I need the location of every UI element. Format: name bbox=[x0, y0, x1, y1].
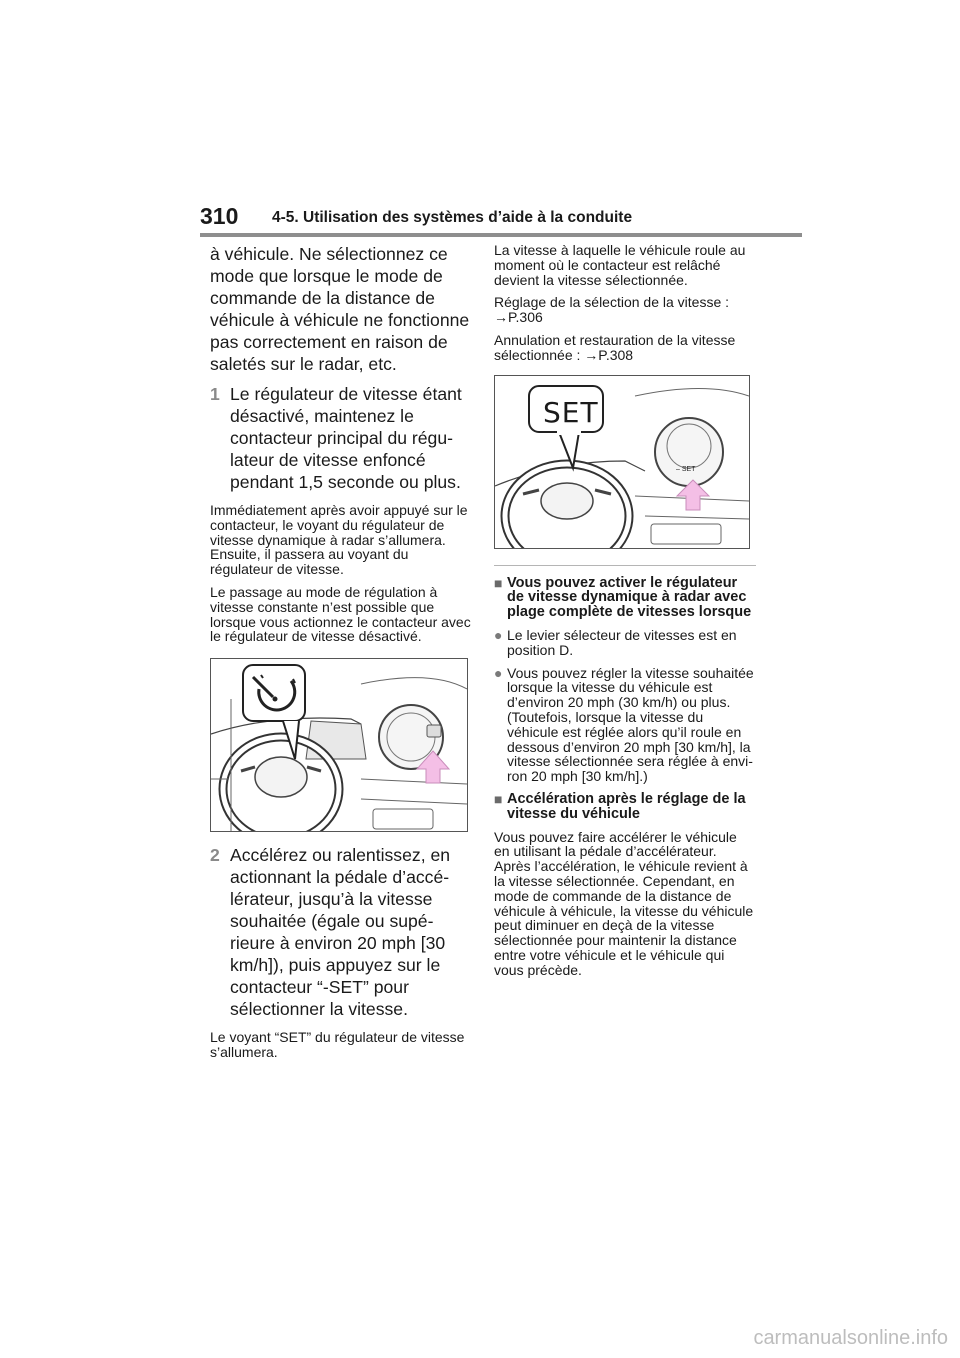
subheading bbox=[494, 792, 756, 822]
separator bbox=[494, 565, 756, 566]
note-paragraph: Immédiatement après avoir appuyé sur le contacteur, le voyant du régulateur de vitesse dynamique à radar s’allumera. Ensuite, il passera au voyant du régulateur de vitesse. bbox=[210, 502, 468, 578]
reference-paragraph: Annulation et restauration de la vitesse sélectionnée : →P.308 bbox=[494, 331, 736, 363]
square-bullet-icon: ■ bbox=[494, 574, 503, 591]
page-number: 310 bbox=[200, 203, 239, 229]
set-switch-drawing bbox=[495, 376, 749, 548]
step-text: Accélérez ou ralentissez, en actionnant la pédale d’accélérateur, jusqu’à la vitesse souhaitée (égale ou supérieure à environ 20 mph [30 km/h]), puis appuyez sur le contacteur “-SET” pour sélectionner la vitesse. bbox=[230, 845, 451, 1020]
reference-paragraph: Réglage de la sélection de la vitesse : →P.306 bbox=[494, 294, 730, 326]
set-switch-label: – SET bbox=[676, 465, 696, 473]
bullet-text: Le levier sélecteur de vitesses est en position D. bbox=[507, 626, 737, 658]
round-bullet-icon: ● bbox=[494, 664, 503, 681]
step-2 bbox=[210, 844, 472, 1020]
steering-wheel-drawing bbox=[211, 659, 467, 831]
note-paragraph: Le passage au mode de régulation à vitesse constante n’est possible que lorsque vous actionnez le contacteur avec le régulateur de vitesse désactivé. bbox=[210, 583, 471, 645]
page-header bbox=[200, 203, 802, 235]
round-bullet-icon: ● bbox=[494, 626, 503, 643]
set-switch-illustration bbox=[494, 375, 750, 549]
step-text: Le régulateur de vitesse étant désactivé, maintenez le contacteur principal du régulateur de vitesse enfoncé pendant 1,5 seconde ou plus. bbox=[230, 384, 462, 492]
header-rule bbox=[200, 233, 802, 237]
square-bullet-icon: ■ bbox=[494, 790, 503, 807]
subheading bbox=[494, 576, 756, 620]
section-title: 4-5. Utilisation des systèmes d’aide à la conduite bbox=[272, 209, 633, 226]
watermark: carmanualsonline.info bbox=[753, 1327, 948, 1349]
set-label: SET bbox=[543, 395, 599, 429]
paragraph: Vous pouvez faire accélérer le véhicule en utilisant la pédale d’accélérateur. Après l’accélération, le véhicule revient à la vitesse sélectionnée. Cependant, en mode de commande de la distance de véhicule à véhicule, la vitesse du véhicule peut diminuer en deçà de la vitesse sélectionnée pour maintenir la distance entre votre véhicule et le véhicule qui vous précède. bbox=[494, 828, 754, 978]
subheading-text: Vous pouvez activer le régulateur de vitesse dynamique à radar avec plage complète de vitesses lorsque bbox=[507, 574, 752, 621]
left-column bbox=[210, 243, 472, 1060]
paragraph: La vitesse à laquelle le véhicule roule au moment où le contacteur est relâché devient la vitesse sélectionnée. bbox=[494, 242, 746, 288]
bullet-item bbox=[494, 628, 756, 658]
subheading-text: Accélération après le réglage de la vitesse du véhicule bbox=[507, 790, 746, 822]
bullet-item bbox=[494, 666, 756, 784]
note-paragraph: Le voyant “SET” du régulateur de vitesse s’allumera. bbox=[210, 1029, 465, 1060]
bullet-text: Vous pouvez régler la vitesse souhaitée lorsque la vitesse du véhicule est d’environ 20 mph (30 km/h) ou plus. (Toutefois, lorsque la vitesse du véhicule est réglée alors qu’il roule en dessous d’environ 20 mph [30 km/h], la vitesse sélectionnée sera réglée à environ 20 mph [30 km/h].) bbox=[507, 664, 754, 785]
step-1 bbox=[210, 383, 472, 493]
steering-wheel-illustration bbox=[210, 658, 468, 832]
step-number: 1 bbox=[210, 384, 220, 404]
right-column bbox=[494, 243, 756, 978]
step-number: 2 bbox=[210, 845, 220, 866]
intro-paragraph: à véhicule. Ne sélectionnez ce mode que lorsque le mode de commande de la distance de véhicule à véhicule ne fonctionne pas correctement en raison de saletés sur le radar, etc. bbox=[210, 244, 470, 374]
